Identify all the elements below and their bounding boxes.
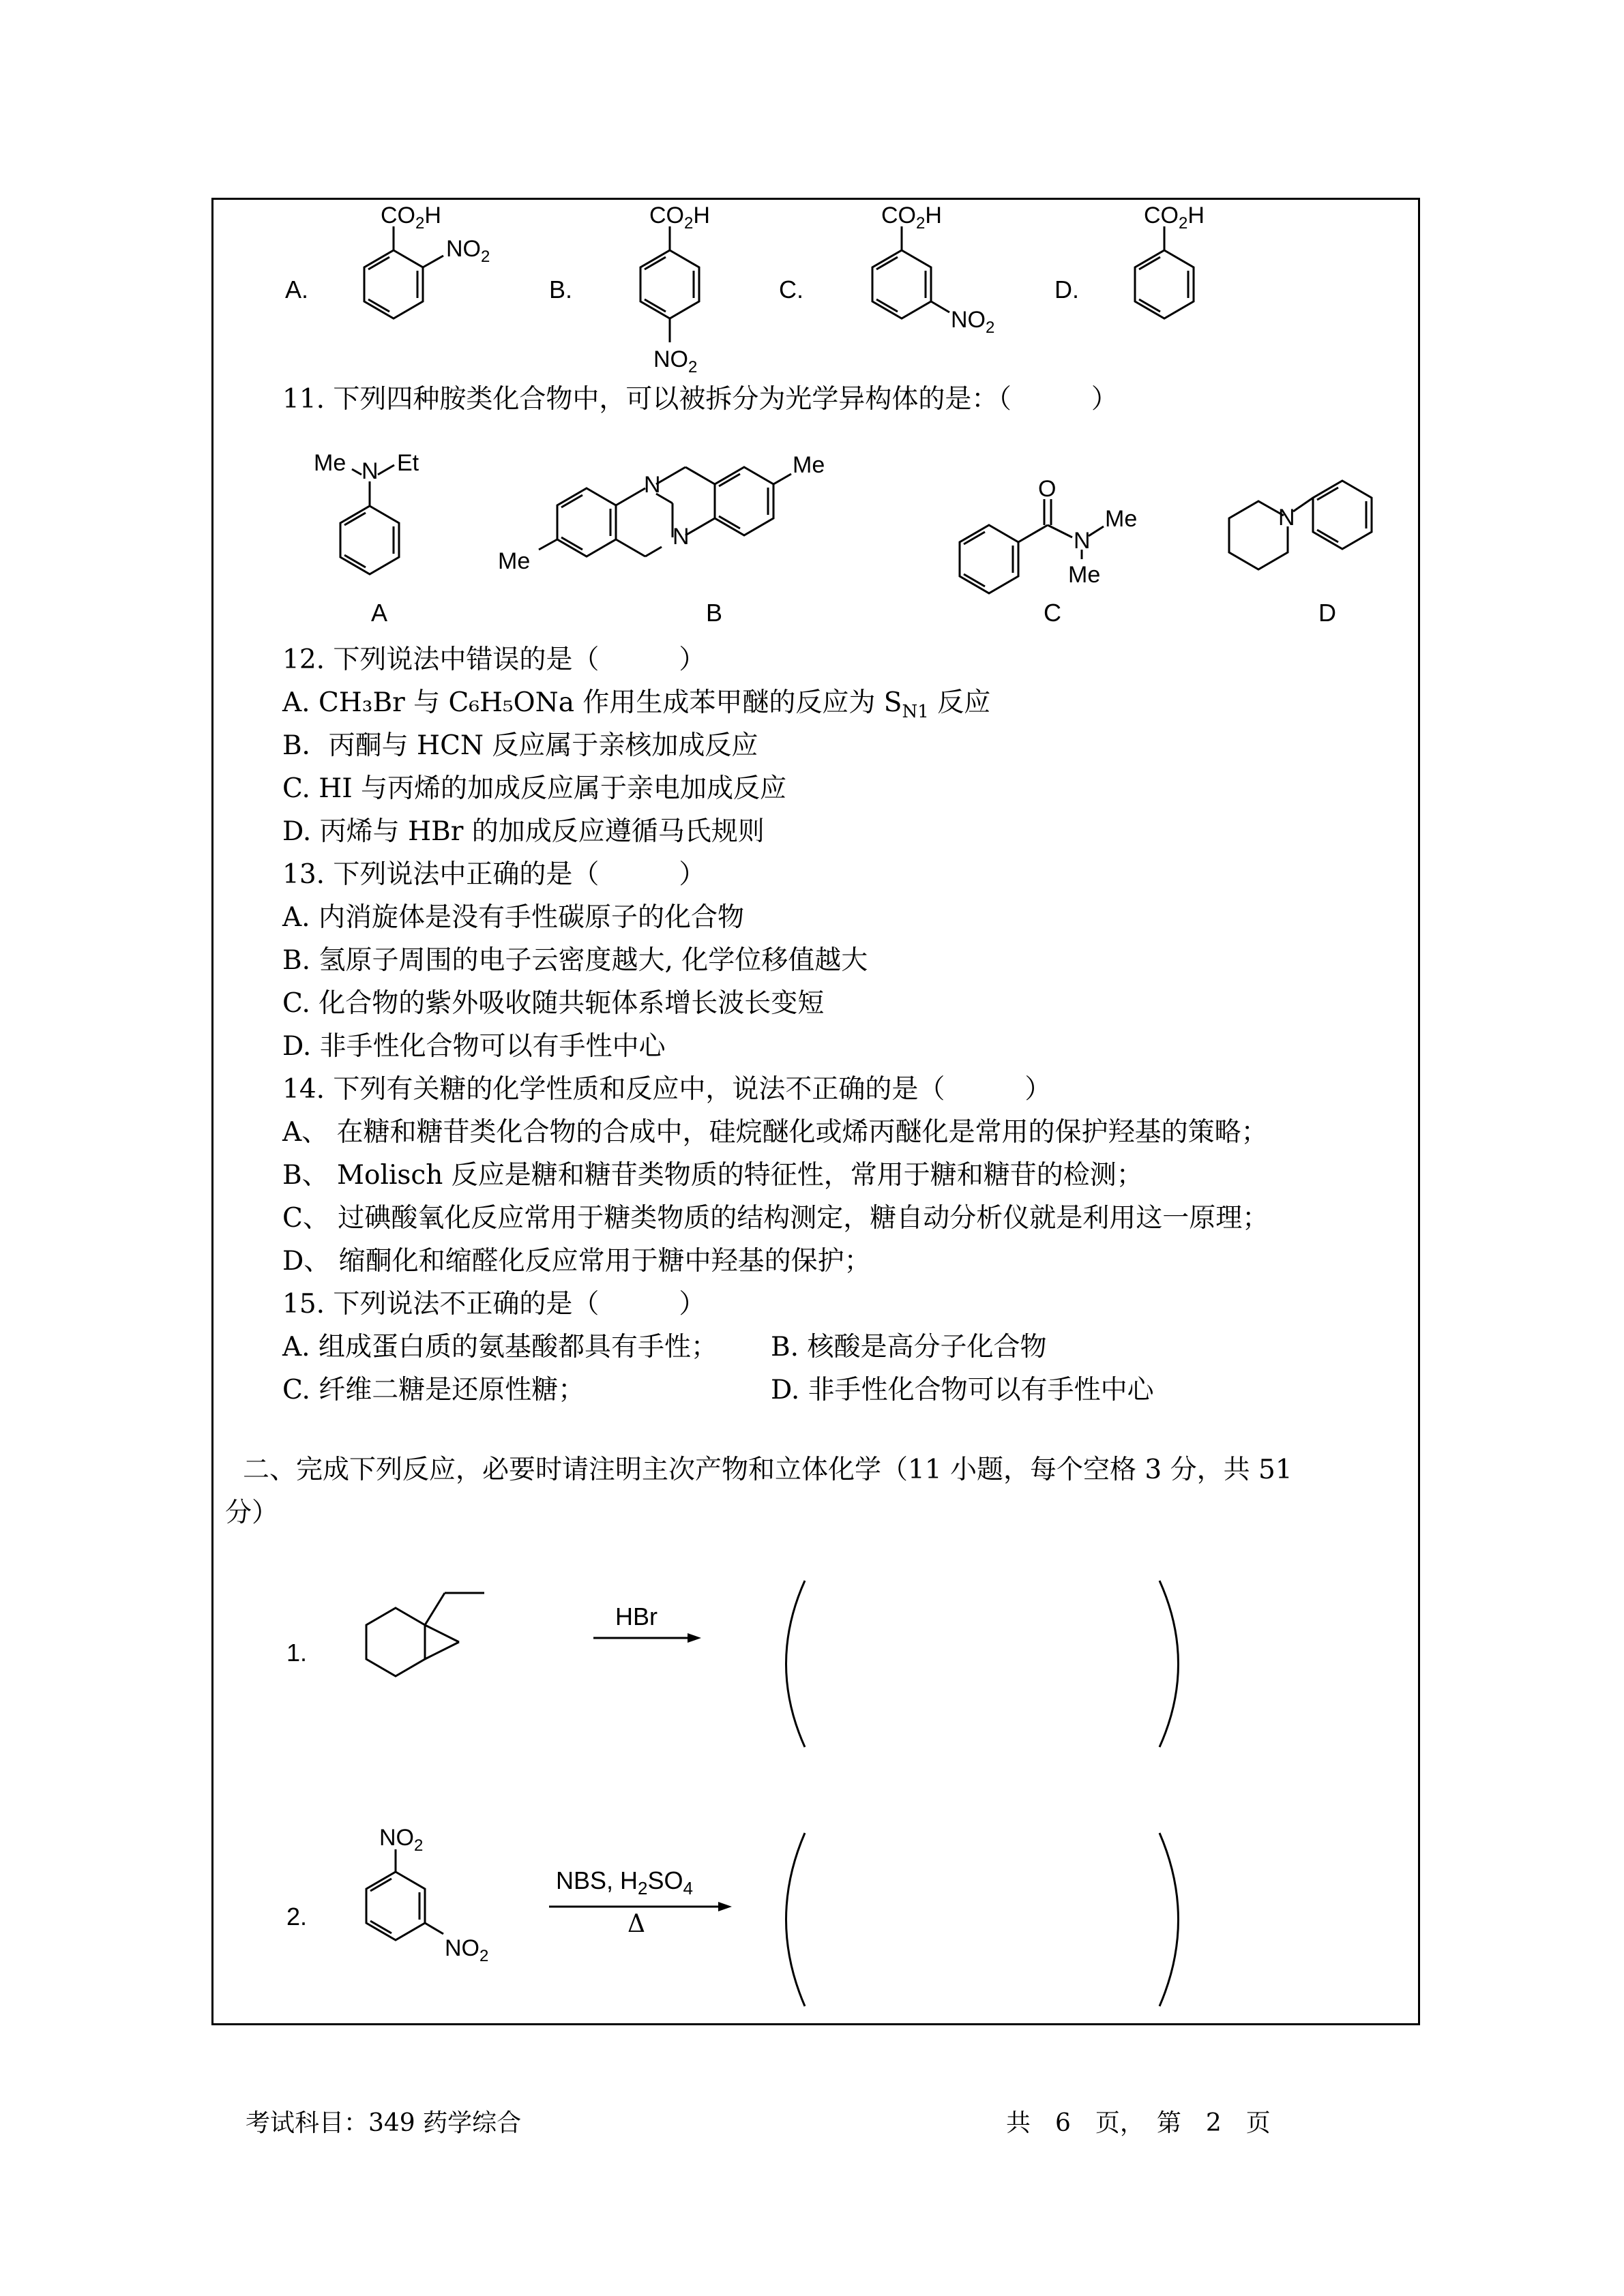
svg-text:NO2: $NO_2$ (653, 346, 698, 375)
q10-option-b-label: B. (549, 275, 573, 303)
q13-option-c: C. 化合物的紫外吸收随共轭体系增长波长变短 (282, 988, 825, 1019)
q13-option-b: B. 氢原子周围的电子云密度越大, 化学位移值越大 (282, 945, 868, 976)
q11-label-d: D (1318, 599, 1336, 627)
svg-text:Me: Me (1105, 506, 1138, 532)
rxn1-answer-blank[interactable] (784, 1575, 1180, 1753)
q10-a-co2h: $CO_2H$ (381, 203, 441, 233)
rxn2-reagent: NBS, $H_2SO_4$ (556, 1866, 693, 1899)
svg-text:Me: Me (1068, 562, 1101, 588)
q13-stem: 13. 下列说法中正确的是（ ） (282, 859, 706, 890)
q10-a-no2: $NO_2$ (446, 236, 490, 266)
q15-option-c: C. 纤维二糖是还原性糖； (282, 1375, 585, 1405)
svg-text:NO2: $NO_2$ (379, 1825, 424, 1855)
q14-option-b: B、 Molisch 反应是糖和糖苷类物质的特征性，常用于糖和糖苷的检测； (282, 1160, 1143, 1191)
svg-text:NO2: $NO_2$ (951, 307, 995, 337)
q15-option-b: B. 核酸是高分子化合物 (771, 1332, 1047, 1362)
section2-heading-line2: 分） (225, 1497, 279, 1528)
q10-structure-c (832, 198, 1009, 348)
q10-option-c-label: C. (779, 275, 803, 303)
q14-option-c: C、 过碘酸氧化反应常用于糖类物质的结构测定，糖自动分析仪就是利用这一原理； (282, 1203, 1269, 1234)
q10-structure-b (600, 198, 764, 375)
svg-text:Et: Et (397, 450, 419, 476)
q11-label-c: C (1044, 599, 1061, 627)
svg-text:Me: Me (498, 548, 531, 574)
q12-option-c: C. HI 与丙烯的加成反应属于亲电加成反应 (282, 773, 787, 804)
q12-stem: 12. 下列说法中错误的是（ ） (282, 644, 706, 675)
svg-text:N: N (361, 458, 379, 484)
q11-troger-base-structure-b (484, 436, 900, 600)
svg-text:Me: Me (793, 452, 825, 478)
q11-stem: 11. 下列四种胺类化合物中，可以被拆分为光学异构体的是：（ ） (282, 384, 1118, 415)
q10-option-d-label: D. (1054, 275, 1079, 303)
svg-text:N: N (673, 524, 690, 550)
svg-text:CO2H: $CO_2H$ (649, 203, 710, 233)
q14-option-d: D、 缩酮化和缩醛化反应常用于糖中羟基的保护； (282, 1246, 871, 1277)
q10-structure-d (1105, 198, 1255, 334)
q15-stem: 15. 下列说法不正确的是（ ） (282, 1289, 706, 1320)
svg-text:N: N (1074, 528, 1091, 554)
rxn2-heat-condition: Δ (628, 1910, 645, 1938)
q12-option-b: B．丙酮与 HCN 反应属于亲核加成反应 (282, 730, 758, 761)
q11-label-a: A (371, 599, 388, 627)
q11-structure-a (307, 436, 430, 600)
q11-structure-d (1207, 450, 1398, 600)
rxn2-number: 2. (286, 1903, 308, 1930)
footer-page-info: 共 6 页， 第 2 页 (1006, 2109, 1271, 2137)
q14-option-a: A、 在糖和糖苷类化合物的合成中，硅烷醚化或烯丙醚化是常用的保护羟基的策略； (282, 1117, 1268, 1148)
q14-stem: 14. 下列有关糖的化学性质和反应中，说法不正确的是（ ） (282, 1074, 1052, 1105)
q11-structure-c (941, 450, 1160, 600)
svg-text:NO2: $NO_2$ (445, 1935, 489, 1965)
rxn1-bicyclic-substrate (341, 1568, 498, 1705)
q12-option-d: D. 丙烯与 HBr 的加成反应遵循马氏规则 (282, 816, 765, 847)
rxn2-m-dinitrobenzene (341, 1821, 518, 1998)
rxn1-number: 1. (286, 1639, 308, 1667)
footer-subject: 考试科目：349 药学综合 (246, 2109, 522, 2137)
q15-option-d: D. 非手性化合物可以有手性中心 (771, 1375, 1154, 1405)
svg-text:CO2H: $CO_2H$ (1144, 203, 1205, 233)
q13-option-a: A. 内消旋体是没有手性碳原子的化合物 (282, 902, 744, 933)
rxn2-answer-blank[interactable] (784, 1828, 1180, 2012)
svg-text:O: O (1038, 476, 1057, 502)
q13-option-d: D. 非手性化合物可以有手性中心 (282, 1031, 666, 1062)
rxn1-arrow (593, 1630, 703, 1646)
svg-text:CO2H: $CO_2H$ (881, 203, 942, 233)
svg-text:N: N (1278, 505, 1295, 531)
q15-option-a: A. 组成蛋白质的氨基酸都具有手性； (282, 1332, 718, 1362)
section2-heading-line1: 二、完成下列反应，必要时请注明主次产物和立体化学（11 小题，每个空格 3 分，共 51 (243, 1455, 1293, 1485)
rxn1-reagent: HBr (615, 1602, 658, 1630)
svg-text:N: N (644, 472, 661, 498)
q10-structure-a (341, 198, 532, 334)
q10-option-a-label: A. (285, 275, 309, 303)
svg-text:Me: Me (314, 450, 346, 476)
q11-label-b: B (706, 599, 723, 627)
q12-option-a: A. CH₃Br 与 C₆H₅ONa 作用生成苯甲醚的反应为 $S_{N1}$ 反应 (282, 687, 991, 722)
